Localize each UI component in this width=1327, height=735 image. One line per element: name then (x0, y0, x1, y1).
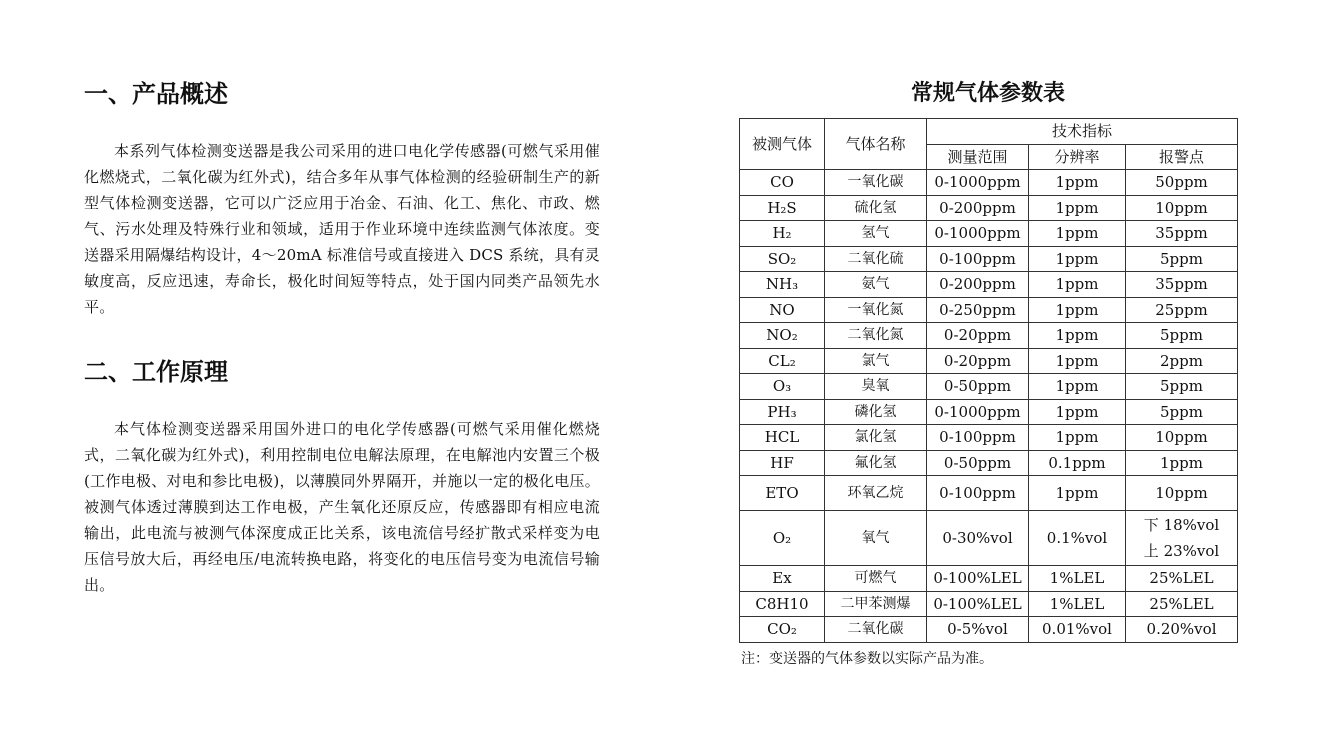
cell-alarm: 35ppm (1126, 272, 1238, 298)
cell-resolution: 1%LEL (1029, 591, 1126, 617)
table-row (740, 348, 1238, 374)
cell-range: 0-200ppm (927, 272, 1029, 298)
cell-name: 一氧化氮 (825, 297, 927, 323)
cell-name: 臭氧 (825, 374, 927, 400)
cell-range: 0-30%vol (927, 511, 1029, 566)
cell-resolution: 1ppm (1029, 476, 1126, 511)
table-row (740, 399, 1238, 425)
cell-alarm: 5ppm (1126, 374, 1238, 400)
cell-gas: NO (740, 297, 825, 323)
cell-range: 0-1000ppm (927, 399, 1029, 425)
cell-name: 二氧化氮 (825, 323, 927, 349)
cell-range: 0-5%vol (927, 617, 1029, 643)
cell-alarm: 50ppm (1126, 170, 1238, 196)
cell-name: 氟化氢 (825, 450, 927, 476)
cell-resolution: 1ppm (1029, 399, 1126, 425)
cell-resolution: 0.1%vol (1029, 511, 1126, 566)
cell-resolution: 0.01%vol (1029, 617, 1126, 643)
table-row (740, 246, 1238, 272)
table-row (740, 617, 1238, 643)
cell-gas: CO (740, 170, 825, 196)
cell-gas: O₃ (740, 374, 825, 400)
cell-name: 氯化氢 (825, 425, 927, 451)
overview-paragraph: 本系列气体检测变送器是我公司采用的进口电化学传感器(可燃气采用催化燃烧式，二氧化碳为红外式)，结合多年从事气体检测的经验研制生产的新型气体检测变送器，它可以广泛应用于冶金、石油、化工、焦化、市政、燃气、污水处理及特殊行业和领域，适用于作业环境中连续监测气体浓度。变送器采用隔爆结构设计，4～20mA 标准信号或直接进入 DCS 系统，具有灵敏度高，反应迅速，寿命长，极化时间短等特点，处于国内同类产品领先水平。 (84, 142, 600, 316)
cell-resolution: 1ppm (1029, 246, 1126, 272)
cell-range: 0-20ppm (927, 323, 1029, 349)
table-row (740, 450, 1238, 476)
cell-alarm (1126, 511, 1238, 566)
cell-name: 磷化氢 (825, 399, 927, 425)
table-row (740, 476, 1238, 511)
cell-resolution: 1ppm (1029, 272, 1126, 298)
cell-resolution: 1ppm (1029, 297, 1126, 323)
cell-gas: H₂S (740, 195, 825, 221)
cell-name: 氧气 (825, 511, 927, 566)
table-header-row (740, 119, 1238, 145)
cell-range: 0-20ppm (927, 348, 1029, 374)
cell-range: 0-100ppm (927, 476, 1029, 511)
cell-alarm: 10ppm (1126, 425, 1238, 451)
cell-range: 0-1000ppm (927, 170, 1029, 196)
cell-alarm: 35ppm (1126, 221, 1238, 247)
cell-alarm: 0.20%vol (1126, 617, 1238, 643)
header-spec: 技术指标 (927, 119, 1238, 145)
cell-resolution: 1ppm (1029, 425, 1126, 451)
table-row (740, 272, 1238, 298)
alarm-high: 上 23%vol (1143, 542, 1220, 560)
cell-resolution: 1ppm (1029, 323, 1126, 349)
cell-range: 0-200ppm (927, 195, 1029, 221)
cell-alarm: 1ppm (1126, 450, 1238, 476)
cell-gas: Ex (740, 566, 825, 592)
cell-gas: O₂ (740, 511, 825, 566)
cell-range: 0-50ppm (927, 450, 1029, 476)
table-row (740, 566, 1238, 592)
cell-range: 0-50ppm (927, 374, 1029, 400)
cell-resolution: 1ppm (1029, 170, 1126, 196)
cell-resolution: 0.1ppm (1029, 450, 1126, 476)
cell-alarm: 25%LEL (1126, 566, 1238, 592)
table-row-o2 (740, 511, 1238, 566)
section-title-overview: 一、产品概述 (84, 80, 228, 108)
cell-name: 可燃气 (825, 566, 927, 592)
cell-resolution: 1ppm (1029, 221, 1126, 247)
cell-name: 环氧乙烷 (825, 476, 927, 511)
cell-range: 0-100ppm (927, 246, 1029, 272)
cell-gas: C8H10 (740, 591, 825, 617)
table-row (740, 221, 1238, 247)
left-column (84, 78, 600, 598)
cell-gas: HCL (740, 425, 825, 451)
table-row (740, 425, 1238, 451)
header-gas: 被测气体 (740, 119, 825, 170)
cell-name: 氢气 (825, 221, 927, 247)
cell-alarm: 5ppm (1126, 399, 1238, 425)
cell-range: 0-100%LEL (927, 591, 1029, 617)
table-row (740, 591, 1238, 617)
cell-resolution: 1ppm (1029, 348, 1126, 374)
right-column (739, 78, 1237, 668)
gas-parameter-table (739, 118, 1238, 643)
principle-paragraph: 本气体检测变送器采用国外进口的电化学传感器(可燃气采用催化燃烧式，二氧化碳为红外式)，利用控制电位电解法原理，在电解池内安置三个极(工作电极、对电和参比电极)，以薄膜同外界隔开，并施以一定的极化电压。被测气体透过薄膜到达工作电极，产生氧化还原反应，传感器即有相应电流输出，此电流与被测气体深度成正比关系，该电流信号经扩散式采样变为电压信号放大后，再经电压/电流转换电路，将变化的电压信号变为电流信号输出。 (84, 420, 600, 594)
cell-range: 0-100ppm (927, 425, 1029, 451)
table-note: 注：变送器的气体参数以实际产品为准。 (741, 650, 993, 667)
cell-gas: NO₂ (740, 323, 825, 349)
table-row (740, 374, 1238, 400)
header-resolution: 分辨率 (1029, 144, 1126, 170)
cell-gas: CL₂ (740, 348, 825, 374)
cell-alarm: 10ppm (1126, 195, 1238, 221)
cell-range: 0-1000ppm (927, 221, 1029, 247)
cell-name: 一氧化碳 (825, 170, 927, 196)
cell-gas: HF (740, 450, 825, 476)
cell-alarm: 25ppm (1126, 297, 1238, 323)
section-title-principle: 二、工作原理 (84, 358, 228, 386)
cell-resolution: 1%LEL (1029, 566, 1126, 592)
table-body (740, 170, 1238, 643)
cell-name: 氨气 (825, 272, 927, 298)
table-row (740, 195, 1238, 221)
cell-range: 0-250ppm (927, 297, 1029, 323)
table-row (740, 170, 1238, 196)
cell-gas: SO₂ (740, 246, 825, 272)
cell-alarm: 5ppm (1126, 323, 1238, 349)
cell-alarm: 25%LEL (1126, 591, 1238, 617)
cell-name: 二甲苯测爆 (825, 591, 927, 617)
alarm-low: 下 18%vol (1143, 516, 1220, 534)
cell-gas: NH₃ (740, 272, 825, 298)
cell-alarm: 10ppm (1126, 476, 1238, 511)
cell-gas: H₂ (740, 221, 825, 247)
table-row (740, 297, 1238, 323)
cell-name: 硫化氢 (825, 195, 927, 221)
cell-name: 氯气 (825, 348, 927, 374)
cell-alarm: 5ppm (1126, 246, 1238, 272)
table-title: 常规气体参数表 (910, 81, 1065, 106)
header-name: 气体名称 (825, 119, 927, 170)
header-alarm: 报警点 (1126, 144, 1238, 170)
cell-name: 二氧化碳 (825, 617, 927, 643)
cell-resolution: 1ppm (1029, 374, 1126, 400)
cell-resolution: 1ppm (1029, 195, 1126, 221)
cell-gas: CO₂ (740, 617, 825, 643)
cell-range: 0-100%LEL (927, 566, 1029, 592)
table-row (740, 323, 1238, 349)
cell-alarm: 2ppm (1126, 348, 1238, 374)
cell-gas: ETO (740, 476, 825, 511)
cell-name: 二氧化硫 (825, 246, 927, 272)
cell-gas: PH₃ (740, 399, 825, 425)
header-range: 测量范围 (927, 144, 1029, 170)
